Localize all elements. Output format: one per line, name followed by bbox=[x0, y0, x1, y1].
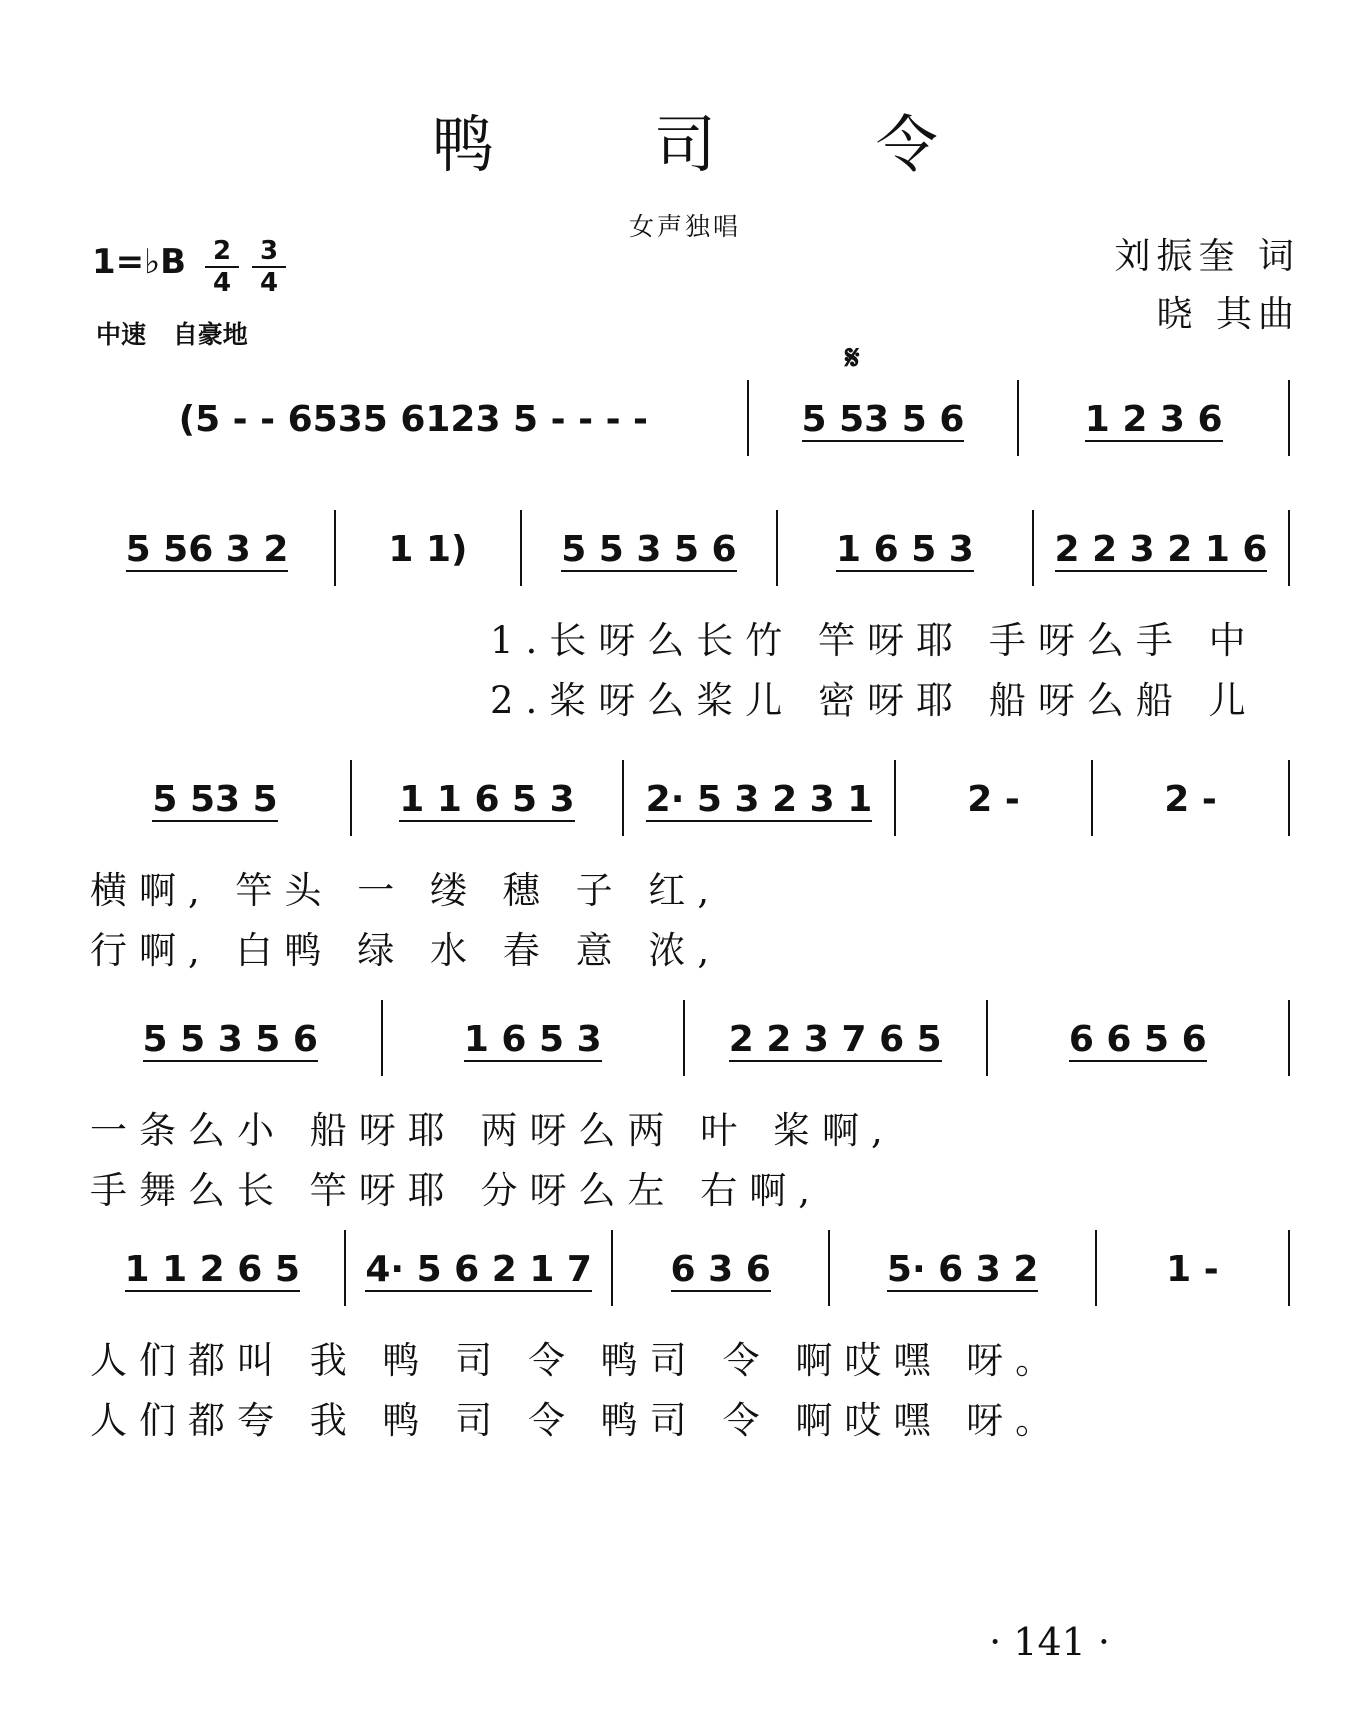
segno-icon: 𝄋 bbox=[845, 338, 860, 378]
lyric-verse-1: 横啊, 竿头 一 缕 穗 子 红, bbox=[90, 869, 722, 912]
note: 5 5 3 5 6 bbox=[561, 510, 736, 572]
measure bbox=[634, 760, 884, 822]
measure bbox=[998, 1000, 1279, 1062]
note: 2 - bbox=[967, 779, 1020, 820]
barline bbox=[381, 1000, 383, 1076]
barline bbox=[894, 760, 896, 836]
barline bbox=[350, 760, 352, 836]
barline bbox=[1288, 1230, 1290, 1306]
barline bbox=[747, 380, 749, 456]
measure bbox=[759, 380, 1008, 442]
barline bbox=[1091, 760, 1093, 836]
measure bbox=[1044, 510, 1278, 572]
measure bbox=[346, 510, 510, 570]
lyric-verse-2: 人们都夸 我 鸭 司 令 鸭司 令 啊哎嘿 呀。 bbox=[90, 1399, 1065, 1442]
measure bbox=[695, 1000, 976, 1062]
measure bbox=[906, 760, 1081, 820]
measure bbox=[90, 1000, 371, 1062]
measure bbox=[90, 1230, 334, 1292]
note: 5 56 3 2 bbox=[126, 510, 289, 572]
note: 1 2 3 6 bbox=[1085, 380, 1223, 442]
note: 5· 6 3 2 bbox=[887, 1230, 1038, 1292]
measure bbox=[623, 1230, 819, 1292]
measure bbox=[532, 510, 766, 572]
measure bbox=[356, 1230, 600, 1292]
note: 2 2 3 2 1 6 bbox=[1055, 510, 1268, 572]
barline bbox=[828, 1230, 830, 1306]
measure bbox=[1107, 1230, 1278, 1290]
note: (5 - - 6535 6123 5 - - - - bbox=[178, 399, 648, 440]
credits bbox=[1115, 228, 1300, 344]
note: 2· 5 3 2 3 1 bbox=[646, 760, 873, 822]
note: 5 53 5 6 bbox=[802, 380, 965, 442]
note: 2 2 3 7 6 5 bbox=[729, 1000, 942, 1062]
barline bbox=[776, 510, 778, 586]
measure bbox=[90, 380, 737, 440]
note: 2 - bbox=[1164, 779, 1217, 820]
page-number: · 141 · bbox=[989, 1620, 1110, 1664]
meter-top: 2 bbox=[205, 236, 239, 268]
barline bbox=[622, 760, 624, 836]
barline bbox=[1017, 380, 1019, 456]
note: 1 6 5 3 bbox=[464, 1000, 602, 1062]
note: 1 - bbox=[1166, 1249, 1219, 1290]
measure bbox=[788, 510, 1022, 572]
note: 4· 5 6 2 1 7 bbox=[365, 1230, 592, 1292]
meter-bottom: 4 bbox=[212, 268, 232, 298]
barline bbox=[1288, 760, 1290, 836]
barline bbox=[986, 1000, 988, 1076]
meter-top: 3 bbox=[252, 236, 286, 268]
barline bbox=[1032, 510, 1034, 586]
lyric-verse-2: 手舞么长 竿呀耶 分呀么左 右啊, bbox=[90, 1169, 823, 1212]
barline bbox=[1288, 1000, 1290, 1076]
note: 1 1 2 6 5 bbox=[125, 1230, 300, 1292]
note: 6 3 6 bbox=[671, 1230, 771, 1292]
measure bbox=[1103, 760, 1278, 820]
subtitle: 女声独唱 bbox=[628, 212, 741, 241]
barline bbox=[344, 1230, 346, 1306]
lyric-verse-2: 行啊, 白鸭 绿 水 春 意 浓, bbox=[90, 929, 722, 972]
barline bbox=[683, 1000, 685, 1076]
time-signature-1 bbox=[205, 236, 239, 298]
measure bbox=[840, 1230, 1084, 1292]
barline bbox=[1095, 1230, 1097, 1306]
note: 5 53 5 bbox=[152, 760, 277, 822]
note: 1 1) bbox=[388, 529, 468, 570]
composer: 晓 其曲 bbox=[1156, 294, 1300, 335]
measure bbox=[1029, 380, 1278, 442]
note: 1 6 5 3 bbox=[836, 510, 974, 572]
meter-bottom: 4 bbox=[259, 268, 279, 298]
note: 6 6 5 6 bbox=[1069, 1000, 1207, 1062]
measure bbox=[393, 1000, 674, 1062]
time-signature-2 bbox=[252, 236, 286, 298]
page-title: 鸭 司 令 bbox=[432, 108, 1008, 181]
lyric-verse-2: 2.桨呀么桨儿 密呀耶 船呀么船 儿 bbox=[490, 679, 1258, 722]
barline bbox=[334, 510, 336, 586]
measure bbox=[90, 510, 324, 572]
measure bbox=[362, 760, 612, 822]
barline bbox=[1288, 380, 1290, 456]
measure bbox=[90, 760, 340, 822]
note: 5 5 3 5 6 bbox=[143, 1000, 318, 1062]
barline bbox=[1288, 510, 1290, 586]
lyricist: 刘振奎 词 bbox=[1114, 236, 1300, 277]
lyric-verse-1: 一条么小 船呀耶 两呀么两 叶 桨啊, bbox=[90, 1109, 895, 1152]
key-signature: 1=♭B bbox=[92, 242, 187, 282]
note: 1 1 6 5 3 bbox=[399, 760, 574, 822]
barline bbox=[520, 510, 522, 586]
barline bbox=[611, 1230, 613, 1306]
lyric-verse-1: 人们都叫 我 鸭 司 令 鸭司 令 啊哎嘿 呀。 bbox=[90, 1339, 1065, 1382]
tempo-marking: 中速 自豪地 bbox=[96, 320, 248, 349]
lyric-verse-1: 1.长呀么长竹 竿呀耶 手呀么手 中 bbox=[490, 619, 1258, 662]
